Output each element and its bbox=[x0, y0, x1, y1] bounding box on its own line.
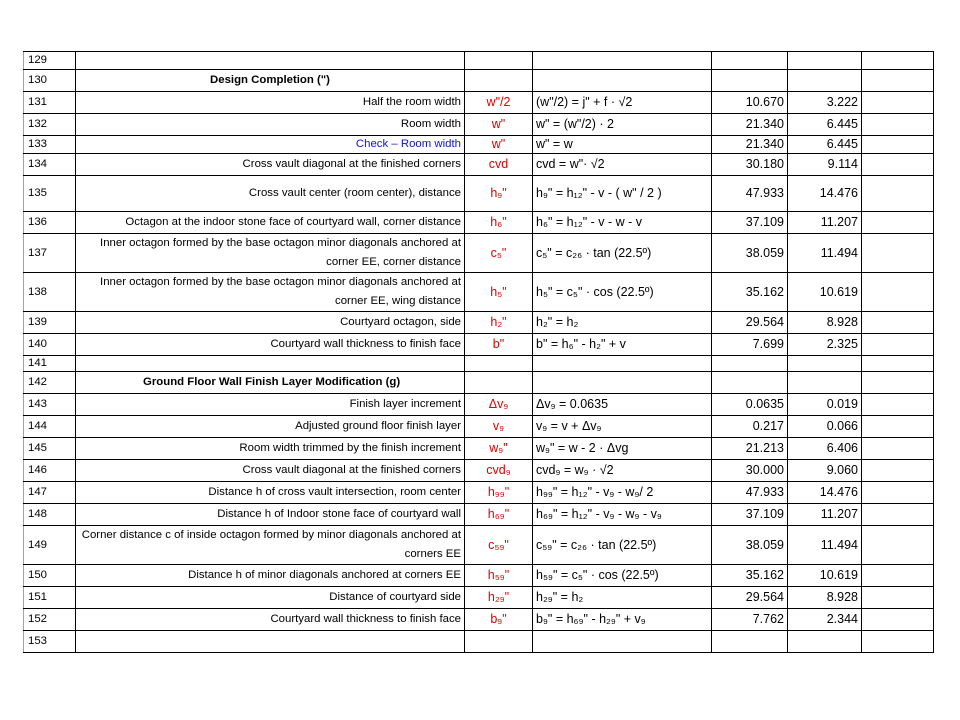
empty-cell[interactable] bbox=[862, 394, 934, 416]
formula-cell[interactable]: w" = w bbox=[533, 136, 712, 154]
symbol-cell[interactable]: h₅" bbox=[465, 273, 533, 312]
value-feet-cell[interactable]: 29.564 bbox=[712, 587, 788, 609]
value-meters-cell[interactable]: 14.476 bbox=[788, 482, 862, 504]
empty-cell[interactable] bbox=[862, 312, 934, 334]
table-row bbox=[24, 273, 934, 312]
empty-cell[interactable] bbox=[788, 631, 862, 653]
symbol-cell[interactable]: h₉" bbox=[465, 176, 533, 212]
row-number[interactable]: 141 bbox=[24, 356, 76, 372]
table-row bbox=[24, 482, 934, 504]
row-number[interactable]: 143 bbox=[24, 394, 76, 416]
row-number[interactable]: 136 bbox=[24, 212, 76, 234]
value-feet-cell[interactable]: 35.162 bbox=[712, 565, 788, 587]
value-feet-cell[interactable]: 38.059 bbox=[712, 234, 788, 273]
table-row bbox=[24, 416, 934, 438]
empty-cell[interactable] bbox=[712, 631, 788, 653]
formula-cell[interactable]: h₆₉" = h₁₂" - v₉ - w₉ - v₉ bbox=[533, 504, 712, 526]
symbol-cell[interactable]: cvd bbox=[465, 154, 533, 176]
description-cell[interactable]: Distance h of Indoor stone face of courtyard wall bbox=[76, 504, 465, 526]
symbol-cell[interactable]: b₉" bbox=[465, 609, 533, 631]
table-row bbox=[24, 587, 934, 609]
row-number[interactable]: 148 bbox=[24, 504, 76, 526]
symbol-cell[interactable]: Δv₉ bbox=[465, 394, 533, 416]
symbol-cell[interactable]: w" bbox=[465, 114, 533, 136]
table-row bbox=[24, 212, 934, 234]
description-cell[interactable]: Check – Room width bbox=[76, 136, 465, 154]
description-cell[interactable]: Distance h of minor diagonals anchored at corners EE bbox=[76, 565, 465, 587]
value-feet-cell[interactable]: 21.340 bbox=[712, 114, 788, 136]
symbol-cell[interactable]: h₉₉" bbox=[465, 482, 533, 504]
empty-cell[interactable] bbox=[862, 438, 934, 460]
value-meters-cell[interactable]: 14.476 bbox=[788, 176, 862, 212]
value-meters-cell[interactable]: 0.019 bbox=[788, 394, 862, 416]
value-meters-cell[interactable]: 8.928 bbox=[788, 312, 862, 334]
empty-cell[interactable] bbox=[862, 334, 934, 356]
empty-cell[interactable] bbox=[712, 356, 788, 372]
row-number[interactable]: 137 bbox=[24, 234, 76, 273]
value-meters-cell[interactable]: 8.928 bbox=[788, 587, 862, 609]
empty-cell[interactable] bbox=[76, 631, 465, 653]
formula-cell[interactable]: v₉ = v + Δv₉ bbox=[533, 416, 712, 438]
empty-cell[interactable] bbox=[465, 70, 533, 92]
empty-cell[interactable] bbox=[788, 52, 862, 70]
row-number[interactable]: 130 bbox=[24, 70, 76, 92]
value-feet-cell[interactable]: 29.564 bbox=[712, 312, 788, 334]
row-number[interactable]: 152 bbox=[24, 609, 76, 631]
value-meters-cell[interactable]: 2.325 bbox=[788, 334, 862, 356]
description-cell[interactable]: Inner octagon formed by the base octagon minor diagonals anchored at corner EE, corner distance bbox=[76, 234, 465, 273]
empty-cell[interactable] bbox=[862, 136, 934, 154]
symbol-cell[interactable]: cvd₉ bbox=[465, 460, 533, 482]
empty-cell[interactable] bbox=[862, 587, 934, 609]
value-feet-cell[interactable]: 35.162 bbox=[712, 273, 788, 312]
row-number[interactable]: 138 bbox=[24, 273, 76, 312]
symbol-cell[interactable]: h₆" bbox=[465, 212, 533, 234]
description-cell[interactable]: Cross vault diagonal at the finished corners bbox=[76, 460, 465, 482]
value-meters-cell[interactable]: 9.114 bbox=[788, 154, 862, 176]
value-meters-cell[interactable]: 6.445 bbox=[788, 114, 862, 136]
spreadsheet-table bbox=[23, 51, 934, 653]
empty-cell[interactable] bbox=[862, 372, 934, 394]
formula-cell[interactable]: h₂₉" = h₂ bbox=[533, 587, 712, 609]
table-row bbox=[24, 438, 934, 460]
formula-cell[interactable]: h₅₉" = c₅" · cos (22.5º) bbox=[533, 565, 712, 587]
formula-cell[interactable]: w" = (w"/2) · 2 bbox=[533, 114, 712, 136]
value-meters-cell[interactable]: 6.445 bbox=[788, 136, 862, 154]
description-cell[interactable]: Distance of courtyard side bbox=[76, 587, 465, 609]
row-number[interactable]: 145 bbox=[24, 438, 76, 460]
empty-cell[interactable] bbox=[862, 176, 934, 212]
table-row bbox=[24, 609, 934, 631]
empty-cell[interactable] bbox=[862, 526, 934, 565]
empty-cell[interactable] bbox=[862, 70, 934, 92]
value-feet-cell[interactable]: 37.109 bbox=[712, 212, 788, 234]
row-number[interactable]: 134 bbox=[24, 154, 76, 176]
formula-cell[interactable]: Δv₉ = 0.0635 bbox=[533, 394, 712, 416]
row-number[interactable]: 146 bbox=[24, 460, 76, 482]
formula-cell[interactable]: b₉" = h₆₉" - h₂₉" + v₉ bbox=[533, 609, 712, 631]
row-number[interactable]: 129 bbox=[24, 52, 76, 70]
symbol-cell[interactable]: h₅₉" bbox=[465, 565, 533, 587]
value-meters-cell[interactable]: 6.406 bbox=[788, 438, 862, 460]
empty-cell[interactable] bbox=[862, 273, 934, 312]
empty-cell[interactable] bbox=[533, 631, 712, 653]
formula-cell[interactable]: h₉₉" = h₁₂" - v₉ - w₉/ 2 bbox=[533, 482, 712, 504]
table-row bbox=[24, 460, 934, 482]
formula-cell[interactable]: h₅" = c₅" · cos (22.5º) bbox=[533, 273, 712, 312]
row-number[interactable]: 150 bbox=[24, 565, 76, 587]
formula-cell[interactable]: h₆" = h₁₂" - v - w - v bbox=[533, 212, 712, 234]
symbol-cell[interactable]: c₅" bbox=[465, 234, 533, 273]
table-row bbox=[24, 52, 934, 70]
row-number[interactable]: 142 bbox=[24, 372, 76, 394]
empty-cell[interactable] bbox=[465, 356, 533, 372]
value-feet-cell[interactable]: 0.217 bbox=[712, 416, 788, 438]
symbol-cell[interactable]: h₂" bbox=[465, 312, 533, 334]
symbol-cell[interactable]: w" bbox=[465, 136, 533, 154]
row-number[interactable]: 140 bbox=[24, 334, 76, 356]
value-feet-cell[interactable]: 7.762 bbox=[712, 609, 788, 631]
empty-cell[interactable] bbox=[862, 234, 934, 273]
row-number[interactable]: 144 bbox=[24, 416, 76, 438]
value-meters-cell[interactable]: 0.066 bbox=[788, 416, 862, 438]
description-cell[interactable]: Courtyard octagon, side bbox=[76, 312, 465, 334]
symbol-cell[interactable]: h₆₉" bbox=[465, 504, 533, 526]
row-number[interactable]: 151 bbox=[24, 587, 76, 609]
value-feet-cell[interactable]: 37.109 bbox=[712, 504, 788, 526]
empty-cell[interactable] bbox=[862, 565, 934, 587]
description-cell[interactable]: Adjusted ground floor finish layer bbox=[76, 416, 465, 438]
section-heading[interactable]: Design Completion (") bbox=[76, 70, 465, 92]
value-meters-cell[interactable]: 11.207 bbox=[788, 212, 862, 234]
description-cell[interactable]: Courtyard wall thickness to finish face bbox=[76, 609, 465, 631]
formula-cell[interactable]: cvd₉ = w₉ · √2 bbox=[533, 460, 712, 482]
value-feet-cell[interactable]: 7.699 bbox=[712, 334, 788, 356]
table-row bbox=[24, 334, 934, 356]
value-feet-cell[interactable]: 47.933 bbox=[712, 482, 788, 504]
row-number[interactable]: 132 bbox=[24, 114, 76, 136]
empty-cell[interactable] bbox=[712, 70, 788, 92]
value-meters-cell[interactable]: 11.494 bbox=[788, 526, 862, 565]
empty-cell[interactable] bbox=[788, 372, 862, 394]
empty-cell[interactable] bbox=[465, 372, 533, 394]
value-meters-cell[interactable]: 10.619 bbox=[788, 273, 862, 312]
description-cell[interactable]: Inner octagon formed by the base octagon minor diagonals anchored at corner EE, wing distance bbox=[76, 273, 465, 312]
value-feet-cell[interactable]: 30.180 bbox=[712, 154, 788, 176]
table-row bbox=[24, 176, 934, 212]
description-cell[interactable]: Cross vault center (room center), distance bbox=[76, 176, 465, 212]
value-feet-cell[interactable]: 0.0635 bbox=[712, 394, 788, 416]
value-feet-cell[interactable]: 21.340 bbox=[712, 136, 788, 154]
table-row bbox=[24, 234, 934, 273]
table-row bbox=[24, 114, 934, 136]
empty-cell[interactable] bbox=[533, 70, 712, 92]
formula-cell[interactable]: (w"/2) = j" + f · √2 bbox=[533, 92, 712, 114]
value-feet-cell[interactable]: 38.059 bbox=[712, 526, 788, 565]
value-feet-cell[interactable]: 21.213 bbox=[712, 438, 788, 460]
symbol-cell[interactable]: w"/2 bbox=[465, 92, 533, 114]
table-row bbox=[24, 631, 934, 653]
empty-cell[interactable] bbox=[465, 631, 533, 653]
row-number[interactable]: 139 bbox=[24, 312, 76, 334]
table-row bbox=[24, 70, 934, 92]
empty-cell[interactable] bbox=[712, 372, 788, 394]
empty-cell[interactable] bbox=[862, 154, 934, 176]
empty-cell[interactable] bbox=[862, 460, 934, 482]
table-row bbox=[24, 526, 934, 565]
empty-cell[interactable] bbox=[465, 52, 533, 70]
table-row bbox=[24, 312, 934, 334]
value-meters-cell[interactable]: 10.619 bbox=[788, 565, 862, 587]
empty-cell[interactable] bbox=[862, 504, 934, 526]
description-cell[interactable]: Cross vault diagonal at the finished corners bbox=[76, 154, 465, 176]
formula-cell[interactable]: h₂" = h₂ bbox=[533, 312, 712, 334]
value-meters-cell[interactable]: 11.207 bbox=[788, 504, 862, 526]
empty-cell[interactable] bbox=[788, 356, 862, 372]
value-meters-cell[interactable]: 9.060 bbox=[788, 460, 862, 482]
empty-cell[interactable] bbox=[862, 416, 934, 438]
empty-cell[interactable] bbox=[76, 52, 465, 70]
value-meters-cell[interactable]: 3.222 bbox=[788, 92, 862, 114]
formula-cell[interactable]: h₉" = h₁₂" - v - ( w" / 2 ) bbox=[533, 176, 712, 212]
empty-cell[interactable] bbox=[533, 356, 712, 372]
description-cell[interactable]: Finish layer increment bbox=[76, 394, 465, 416]
description-cell[interactable]: Corner distance c of inside octagon formed by minor diagonals anchored at corners EE bbox=[76, 526, 465, 565]
table-row bbox=[24, 154, 934, 176]
table-row bbox=[24, 372, 934, 394]
table-row bbox=[24, 394, 934, 416]
row-number[interactable]: 147 bbox=[24, 482, 76, 504]
formula-cell[interactable]: cvd = w"· √2 bbox=[533, 154, 712, 176]
empty-cell[interactable] bbox=[862, 609, 934, 631]
row-number[interactable]: 135 bbox=[24, 176, 76, 212]
empty-cell[interactable] bbox=[533, 52, 712, 70]
table-row bbox=[24, 356, 934, 372]
description-cell[interactable]: Room width trimmed by the finish increment bbox=[76, 438, 465, 460]
row-number[interactable]: 133 bbox=[24, 136, 76, 154]
description-cell[interactable]: Courtyard wall thickness to finish face bbox=[76, 334, 465, 356]
row-number[interactable]: 153 bbox=[24, 631, 76, 653]
formula-cell[interactable]: b" = h₆" - h₂" + v bbox=[533, 334, 712, 356]
row-number[interactable]: 131 bbox=[24, 92, 76, 114]
table-row bbox=[24, 136, 934, 154]
symbol-cell[interactable]: b" bbox=[465, 334, 533, 356]
description-cell[interactable]: Distance h of cross vault intersection, room center bbox=[76, 482, 465, 504]
value-feet-cell[interactable]: 30.000 bbox=[712, 460, 788, 482]
description-cell[interactable]: Room width bbox=[76, 114, 465, 136]
formula-cell[interactable]: c₅" = c₂₆ · tan (22.5º) bbox=[533, 234, 712, 273]
symbol-cell[interactable]: h₂₉" bbox=[465, 587, 533, 609]
description-cell[interactable]: Octagon at the indoor stone face of courtyard wall, corner distance bbox=[76, 212, 465, 234]
empty-cell[interactable] bbox=[712, 52, 788, 70]
table-row bbox=[24, 565, 934, 587]
empty-cell[interactable] bbox=[76, 356, 465, 372]
formula-cell[interactable]: c₅₉" = c₂₆ · tan (22.5º) bbox=[533, 526, 712, 565]
section-heading[interactable]: Ground Floor Wall Finish Layer Modification (g) bbox=[76, 372, 465, 394]
empty-cell[interactable] bbox=[533, 372, 712, 394]
formula-cell[interactable]: w₉" = w - 2 · Δvg bbox=[533, 438, 712, 460]
row-number[interactable]: 149 bbox=[24, 526, 76, 565]
table-row bbox=[24, 504, 934, 526]
empty-cell[interactable] bbox=[862, 52, 934, 70]
symbol-cell[interactable]: w₉" bbox=[465, 438, 533, 460]
symbol-cell[interactable]: v₉ bbox=[465, 416, 533, 438]
table-row bbox=[24, 92, 934, 114]
symbol-cell[interactable]: c₅₉" bbox=[465, 526, 533, 565]
empty-cell[interactable] bbox=[788, 70, 862, 92]
value-meters-cell[interactable]: 2.344 bbox=[788, 609, 862, 631]
empty-cell[interactable] bbox=[862, 482, 934, 504]
value-meters-cell[interactable]: 11.494 bbox=[788, 234, 862, 273]
value-feet-cell[interactable]: 47.933 bbox=[712, 176, 788, 212]
empty-cell[interactable] bbox=[862, 92, 934, 114]
empty-cell[interactable] bbox=[862, 631, 934, 653]
description-cell[interactable]: Half the room width bbox=[76, 92, 465, 114]
empty-cell[interactable] bbox=[862, 114, 934, 136]
value-feet-cell[interactable]: 10.670 bbox=[712, 92, 788, 114]
empty-cell[interactable] bbox=[862, 356, 934, 372]
empty-cell[interactable] bbox=[862, 212, 934, 234]
